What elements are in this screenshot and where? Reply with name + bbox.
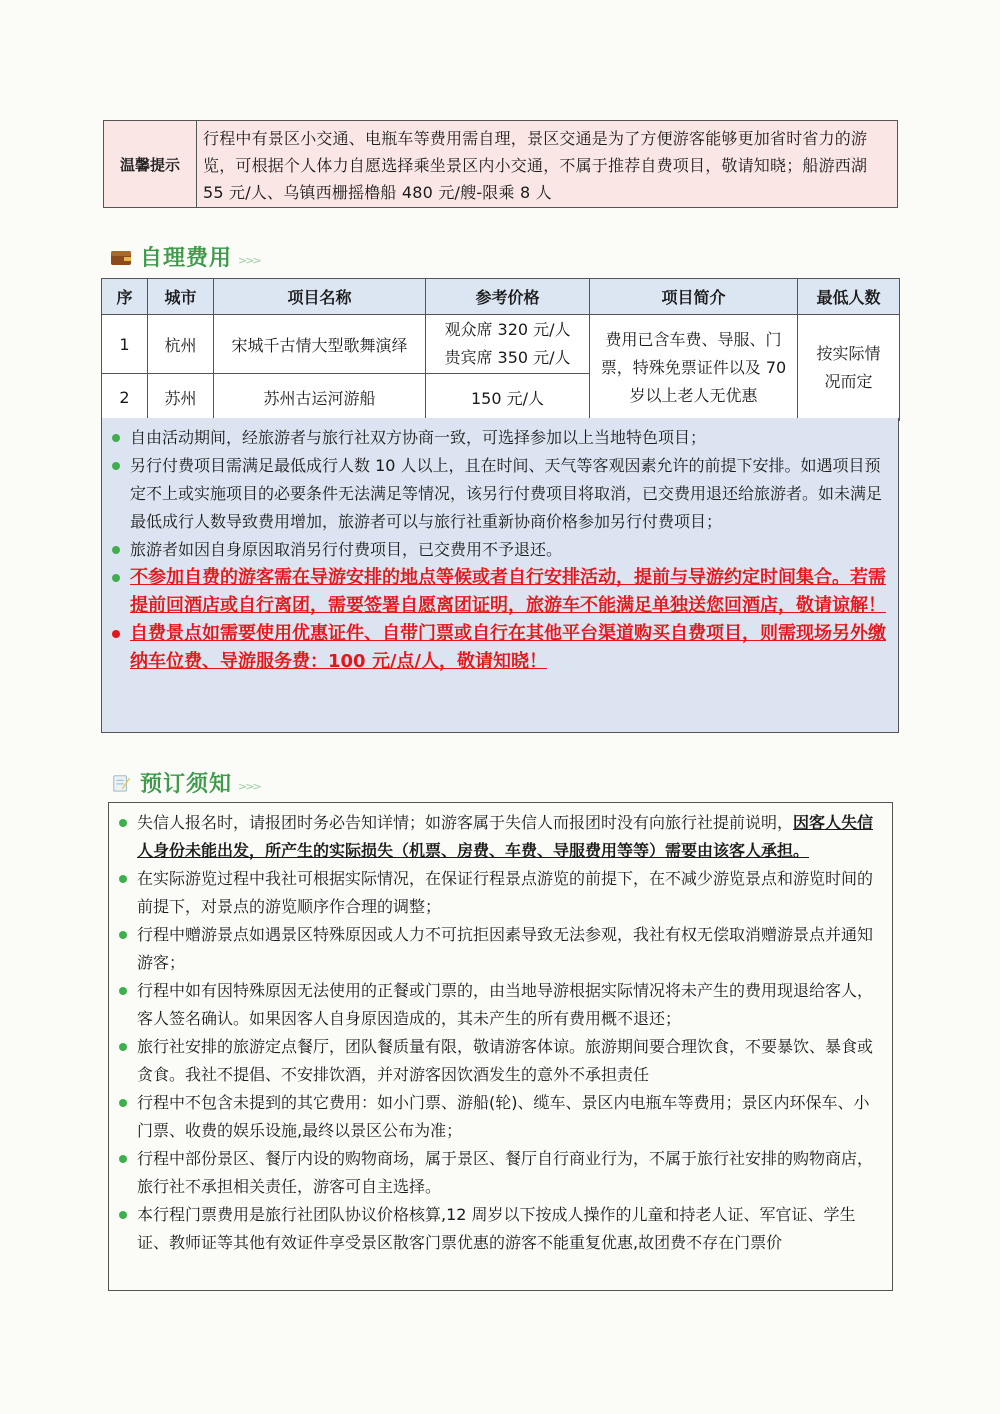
note-text xyxy=(137,809,882,865)
note-text: 另行付费项目需满足最低成行人数 10 人以上，且在时间、天气等客观因素允许的前提下安排。如遇项目预定不上或实施项目的必要条件无法满足等情况，该另行付费项目将取消，已交费用退还给旅游者。如未满足最低成行人数导致费用增加，旅游者可以与旅行社重新协商价格参加另行付费项目； xyxy=(130,456,883,531)
header-intro: 项目简介 xyxy=(590,279,798,315)
row-min-people: 按实际情况而定 xyxy=(798,315,900,421)
list-item xyxy=(119,1089,882,1145)
bullet-icon xyxy=(119,931,127,939)
bullet-icon xyxy=(119,1211,127,1219)
bullet-icon xyxy=(119,875,127,883)
list-item xyxy=(119,809,882,865)
note-text: 在实际游览过程中我社可根据实际情况，在保证行程景点游览的前提下，在不减少游览景点和游览时间的前提下，对景点的游览顺序作合理的调整； xyxy=(137,869,874,916)
row-no: 1 xyxy=(102,315,148,374)
list-item xyxy=(112,564,888,620)
header-city: 城市 xyxy=(148,279,214,315)
list-item xyxy=(119,1201,882,1257)
plain-text: 失信人报名时，请报团时务必告知详情；如游客属于失信人而报团时没有向旅行社提前说明， xyxy=(137,813,794,832)
list-item xyxy=(119,865,882,921)
note-text: 本行程门票费用是旅行社团队协议价格核算,12 周岁以下按成人操作的儿童和持老人证、军官证、学生证、教师证等其他有效证件享受景区散客门票优惠的游客不能重复优惠,故团费不存在门票价 xyxy=(137,1205,856,1252)
self-cost-heading xyxy=(110,241,260,272)
booking-arrow-icon: >>> xyxy=(238,780,260,793)
bullet-icon xyxy=(119,1099,127,1107)
red-note-text: 自费景点如需要使用优惠证件、自带门票或自行在其他平台渠道购买自费项目，则需现场另外缴纳车位费、导游服务费：100 元/点/人，敬请知晓！ xyxy=(130,623,886,672)
list-item xyxy=(119,921,882,977)
warm-tip-label: 温馨提示 xyxy=(104,121,197,207)
wallet-icon xyxy=(110,248,132,266)
note-text: 行程中如有因特殊原因无法使用的正餐或门票的，由当地导游根据实际情况将未产生的费用现退给客人，客人签名确认。如果因客人自身原因造成的，其未产生的所有费用概不退还； xyxy=(137,981,874,1028)
note-text: 行程中部份景区、餐厅内设的购物商场，属于景区、餐厅自行商业行为，不属于旅行社安排的购物商店，旅行社不承担相关责任，游客可自主选择。 xyxy=(137,1149,874,1196)
note-text: 旅游者如因自身原因取消另行付费项目，已交费用不予退还。 xyxy=(130,540,563,559)
bullet-icon xyxy=(119,987,127,995)
row-intro: 费用已含车费、导服、门票，特殊免票证件以及 70 岁以上老人无优惠 xyxy=(590,315,798,421)
header-price: 参考价格 xyxy=(426,279,590,315)
self-cost-notes xyxy=(101,418,899,733)
row-name: 宋城千古情大型歌舞演绎 xyxy=(214,315,426,374)
table-row xyxy=(102,315,900,374)
row-price xyxy=(426,315,590,374)
price-line: 贵宾席 350 元/人 xyxy=(444,348,571,367)
bullet-icon xyxy=(112,462,120,470)
red-note-text: 不参加自费的游客需在导游安排的地点等候或者自行安排活动，提前与导游约定时间集合。若需提前回酒店或自行离团，需要签署自愿离团证明，旅游车不能满足单独送您回酒店，敬请谅解！ xyxy=(130,567,886,616)
table-header-row xyxy=(102,279,900,315)
note-text: 自由活动期间，经旅游者与旅行社双方协商一致，可选择参加以上当地特色项目； xyxy=(130,428,707,447)
bullet-icon xyxy=(119,1043,127,1051)
bullet-icon xyxy=(119,819,127,827)
notepad-icon xyxy=(110,774,132,792)
row-city: 杭州 xyxy=(148,315,214,374)
self-cost-table xyxy=(101,278,900,421)
bold-text: 因客人失信人身份未能出发，所产生的实际损失（机票、房费、车费、导服费用等等）需要由该客人承担。 xyxy=(137,813,874,860)
list-item xyxy=(119,1033,882,1089)
bullet-icon xyxy=(112,546,120,554)
self-cost-arrow-icon: >>> xyxy=(238,254,260,267)
note-text: 行程中赠游景点如遇景区特殊原因或人力不可抗拒因素导致无法参观，我社有权无偿取消赠游景点并通知游客； xyxy=(137,925,874,972)
list-item xyxy=(119,977,882,1033)
list-item xyxy=(112,620,888,676)
booking-notes xyxy=(108,802,893,1291)
row-no: 2 xyxy=(102,374,148,421)
list-item xyxy=(112,452,888,536)
warm-tip-box xyxy=(103,120,898,208)
bullet-icon xyxy=(112,434,120,442)
header-name: 项目名称 xyxy=(214,279,426,315)
note-text: 行程中不包含未提到的其它费用：如小门票、游船(轮)、缆车、景区内电瓶车等费用；景区内环保车、小门票、收费的娱乐设施,最终以景区公布为准； xyxy=(137,1093,870,1140)
row-name: 苏州古运河游船 xyxy=(214,374,426,421)
row-city: 苏州 xyxy=(148,374,214,421)
self-cost-title: 自理费用 xyxy=(140,246,233,271)
list-item xyxy=(112,536,888,564)
bullet-icon xyxy=(112,574,120,582)
bullet-icon xyxy=(119,1155,127,1163)
price-line: 观众席 320 元/人 xyxy=(444,320,571,339)
booking-heading xyxy=(110,767,260,798)
booking-title: 预订须知 xyxy=(140,772,233,797)
list-item xyxy=(119,1145,882,1201)
list-item xyxy=(112,424,888,452)
note-text: 旅行社安排的旅游定点餐厅，团队餐质量有限，敬请游客体谅。旅游期间要合理饮食，不要暴饮、暴食或贪食。我社不提倡、不安排饮酒，并对游客因饮酒发生的意外不承担责任 xyxy=(137,1037,874,1084)
bullet-icon xyxy=(112,630,120,638)
header-min-people: 最低人数 xyxy=(798,279,900,315)
header-no: 序 xyxy=(102,279,148,315)
warm-tip-text: 行程中有景区小交通、电瓶车等费用需自理，景区交通是为了方便游客能够更加省时省力的游览，可根据个人体力自愿选择乘坐景区内小交通，不属于推荐自费项目，敬请知晓；船游西湖 55 元/人、乌镇西栅摇橹船 480 元/艘-限乘 8 人 xyxy=(203,129,868,202)
row-price: 150 元/人 xyxy=(426,374,590,421)
